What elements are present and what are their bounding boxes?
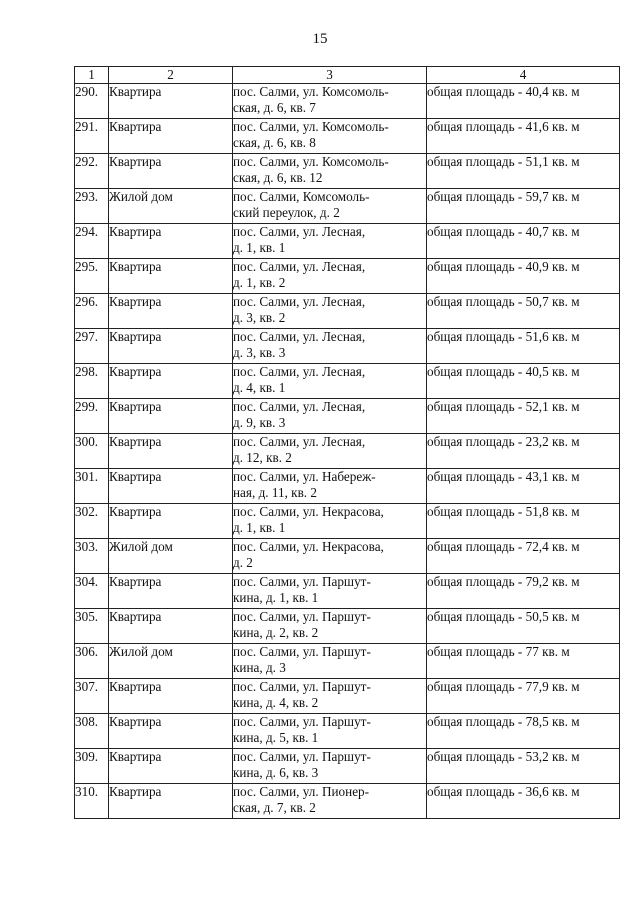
address-line-1: пос. Салми, ул. Некрасова, <box>233 504 384 519</box>
row-number <box>75 714 109 749</box>
object-type-text: Квартира <box>109 294 162 309</box>
object-type <box>109 329 233 364</box>
object-type <box>109 399 233 434</box>
table-row <box>75 294 620 329</box>
object-type-text: Квартира <box>109 784 162 799</box>
table-row <box>75 434 620 469</box>
object-type <box>109 574 233 609</box>
table-row <box>75 189 620 224</box>
address-line-1: пос. Салми, ул. Лесная, <box>233 434 366 449</box>
row-number <box>75 189 109 224</box>
row-number <box>75 609 109 644</box>
address <box>233 259 427 294</box>
object-type-text: Квартира <box>109 679 162 694</box>
object-type <box>109 259 233 294</box>
address-line-2: ский переулок, д. 2 <box>233 205 340 220</box>
address <box>233 224 427 259</box>
area-text: общая площадь - 50,5 кв. м <box>427 609 580 624</box>
area <box>427 329 620 364</box>
object-type-text: Квартира <box>109 259 162 274</box>
address <box>233 714 427 749</box>
row-number-text: 293. <box>75 189 99 204</box>
object-type-text: Квартира <box>109 329 162 344</box>
address-line-2: кина, д. 6, кв. 3 <box>233 765 319 780</box>
address-line-1: пос. Салми, ул. Лесная, <box>233 329 366 344</box>
address-line-1: пос. Салми, ул. Некрасова, <box>233 539 384 554</box>
row-number <box>75 364 109 399</box>
row-number <box>75 154 109 189</box>
area-text: общая площадь - 51,8 кв. м <box>427 504 580 519</box>
address-line-1: пос. Салми, ул. Лесная, <box>233 259 366 274</box>
header-col-4: 4 <box>427 67 620 84</box>
address-line-2: д. 3, кв. 3 <box>233 345 286 360</box>
object-type <box>109 784 233 819</box>
address <box>233 504 427 539</box>
address <box>233 609 427 644</box>
object-type-text: Квартира <box>109 749 162 764</box>
area <box>427 784 620 819</box>
table-row <box>75 259 620 294</box>
object-type-text: Жилой дом <box>109 189 173 204</box>
area <box>427 644 620 679</box>
area <box>427 119 620 154</box>
address-line-1: пос. Салми, Комсомоль- <box>233 189 370 204</box>
object-type <box>109 714 233 749</box>
property-table <box>74 66 620 819</box>
area <box>427 224 620 259</box>
row-number-text: 308. <box>75 714 99 729</box>
row-number-text: 300. <box>75 434 99 449</box>
table-row <box>75 679 620 714</box>
address-line-1: пос. Салми, ул. Пионер- <box>233 784 370 799</box>
object-type-text: Квартира <box>109 434 162 449</box>
address <box>233 434 427 469</box>
area-text: общая площадь - 78,5 кв. м <box>427 714 580 729</box>
header-row <box>75 67 620 84</box>
row-number <box>75 119 109 154</box>
area <box>427 154 620 189</box>
address-line-2: ская, д. 6, кв. 8 <box>233 135 316 150</box>
row-number-text: 309. <box>75 749 99 764</box>
area-text: общая площадь - 51,6 кв. м <box>427 329 580 344</box>
object-type <box>109 504 233 539</box>
row-number-text: 302. <box>75 504 99 519</box>
area <box>427 749 620 784</box>
row-number <box>75 469 109 504</box>
address <box>233 119 427 154</box>
area <box>427 504 620 539</box>
object-type <box>109 679 233 714</box>
row-number-text: 301. <box>75 469 99 484</box>
address <box>233 399 427 434</box>
table-row <box>75 224 620 259</box>
area-text: общая площадь - 52,1 кв. м <box>427 399 580 414</box>
address-line-1: пос. Салми, ул. Паршут- <box>233 609 371 624</box>
area <box>427 609 620 644</box>
area-text: общая площадь - 41,6 кв. м <box>427 119 580 134</box>
object-type-text: Квартира <box>109 609 162 624</box>
address-line-1: пос. Салми, ул. Лесная, <box>233 294 366 309</box>
address-line-1: пос. Салми, ул. Лесная, <box>233 224 366 239</box>
address-line-2: д. 3, кв. 2 <box>233 310 286 325</box>
object-type <box>109 119 233 154</box>
area-text: общая площадь - 43,1 кв. м <box>427 469 580 484</box>
table-row <box>75 84 620 119</box>
row-number-text: 305. <box>75 609 99 624</box>
address-line-2: ская, д. 7, кв. 2 <box>233 800 316 815</box>
table-row <box>75 784 620 819</box>
object-type-text: Жилой дом <box>109 644 173 659</box>
row-number-text: 310. <box>75 784 99 799</box>
area <box>427 714 620 749</box>
object-type-text: Квартира <box>109 84 162 99</box>
row-number <box>75 749 109 784</box>
address <box>233 539 427 574</box>
row-number <box>75 259 109 294</box>
area-text: общая площадь - 77,9 кв. м <box>427 679 580 694</box>
row-number-text: 291. <box>75 119 99 134</box>
row-number-text: 296. <box>75 294 99 309</box>
row-number <box>75 84 109 119</box>
area-text: общая площадь - 50,7 кв. м <box>427 294 580 309</box>
row-number <box>75 224 109 259</box>
address-line-2: кина, д. 2, кв. 2 <box>233 625 319 640</box>
table-row <box>75 399 620 434</box>
area-text: общая площадь - 23,2 кв. м <box>427 434 580 449</box>
row-number-text: 298. <box>75 364 99 379</box>
row-number <box>75 504 109 539</box>
address-line-2: кина, д. 4, кв. 2 <box>233 695 319 710</box>
address <box>233 189 427 224</box>
table-row <box>75 504 620 539</box>
object-type-text: Квартира <box>109 364 162 379</box>
address-line-2: д. 12, кв. 2 <box>233 450 292 465</box>
object-type <box>109 469 233 504</box>
row-number <box>75 574 109 609</box>
address <box>233 329 427 364</box>
address-line-2: д. 2 <box>233 555 253 570</box>
header-col-2: 2 <box>109 67 233 84</box>
object-type-text: Квартира <box>109 469 162 484</box>
address-line-2: кина, д. 5, кв. 1 <box>233 730 319 745</box>
area-text: общая площадь - 40,7 кв. м <box>427 224 580 239</box>
object-type <box>109 189 233 224</box>
object-type-text: Квартира <box>109 574 162 589</box>
row-number-text: 292. <box>75 154 99 169</box>
area <box>427 574 620 609</box>
table-row <box>75 609 620 644</box>
object-type <box>109 364 233 399</box>
object-type <box>109 154 233 189</box>
object-type-text: Квартира <box>109 399 162 414</box>
address-line-1: пос. Салми, ул. Набереж- <box>233 469 376 484</box>
object-type-text: Жилой дом <box>109 539 173 554</box>
address-line-1: пос. Салми, ул. Комсомоль- <box>233 84 389 99</box>
address-line-1: пос. Салми, ул. Комсомоль- <box>233 119 389 134</box>
row-number <box>75 784 109 819</box>
address-line-1: пос. Салми, ул. Паршут- <box>233 679 371 694</box>
object-type <box>109 224 233 259</box>
address-line-2: ская, д. 6, кв. 7 <box>233 100 316 115</box>
object-type <box>109 434 233 469</box>
object-type-text: Квартира <box>109 119 162 134</box>
address-line-2: ная, д. 11, кв. 2 <box>233 485 317 500</box>
row-number-text: 294. <box>75 224 99 239</box>
address-line-1: пос. Салми, ул. Лесная, <box>233 364 366 379</box>
table-row <box>75 364 620 399</box>
address <box>233 84 427 119</box>
row-number <box>75 434 109 469</box>
page-number: 15 <box>312 31 328 47</box>
header-col-1: 1 <box>75 67 109 84</box>
table-row <box>75 539 620 574</box>
address <box>233 469 427 504</box>
address <box>233 679 427 714</box>
address <box>233 784 427 819</box>
area-text: общая площадь - 53,2 кв. м <box>427 749 580 764</box>
address-line-1: пос. Салми, ул. Паршут- <box>233 714 371 729</box>
table-row <box>75 119 620 154</box>
row-number <box>75 539 109 574</box>
address-line-1: пос. Салми, ул. Паршут- <box>233 749 371 764</box>
area-text: общая площадь - 72,4 кв. м <box>427 539 580 554</box>
object-type <box>109 609 233 644</box>
header-col-3: 3 <box>233 67 427 84</box>
object-type <box>109 294 233 329</box>
address-line-2: д. 1, кв. 1 <box>233 520 286 535</box>
address-line-2: д. 9, кв. 3 <box>233 415 286 430</box>
area-text: общая площадь - 36,6 кв. м <box>427 784 580 799</box>
address-line-1: пос. Салми, ул. Паршут- <box>233 644 371 659</box>
area-text: общая площадь - 40,5 кв. м <box>427 364 580 379</box>
area <box>427 399 620 434</box>
address <box>233 364 427 399</box>
object-type-text: Квартира <box>109 224 162 239</box>
address-line-2: кина, д. 1, кв. 1 <box>233 590 319 605</box>
row-number <box>75 644 109 679</box>
object-type <box>109 644 233 679</box>
row-number-text: 307. <box>75 679 99 694</box>
address-line-1: пос. Салми, ул. Паршут- <box>233 574 371 589</box>
row-number <box>75 294 109 329</box>
address <box>233 574 427 609</box>
row-number-text: 295. <box>75 259 99 274</box>
object-type-text: Квартира <box>109 714 162 729</box>
address-line-2: ская, д. 6, кв. 12 <box>233 170 323 185</box>
table-row <box>75 469 620 504</box>
row-number <box>75 399 109 434</box>
area-text: общая площадь - 40,4 кв. м <box>427 84 580 99</box>
address-line-2: кина, д. 3 <box>233 660 286 675</box>
address-line-1: пос. Салми, ул. Лесная, <box>233 399 366 414</box>
area <box>427 364 620 399</box>
area-text: общая площадь - 59,7 кв. м <box>427 189 580 204</box>
address <box>233 644 427 679</box>
object-type <box>109 84 233 119</box>
table-row <box>75 749 620 784</box>
row-number-text: 306. <box>75 644 99 659</box>
address <box>233 749 427 784</box>
area-text: общая площадь - 51,1 кв. м <box>427 154 580 169</box>
area-text: общая площадь - 40,9 кв. м <box>427 259 580 274</box>
address <box>233 154 427 189</box>
address-line-1: пос. Салми, ул. Комсомоль- <box>233 154 389 169</box>
table-row <box>75 714 620 749</box>
object-type <box>109 539 233 574</box>
object-type-text: Квартира <box>109 154 162 169</box>
row-number-text: 290. <box>75 84 99 99</box>
row-number-text: 303. <box>75 539 99 554</box>
row-number-text: 304. <box>75 574 99 589</box>
table-row <box>75 329 620 364</box>
area <box>427 189 620 224</box>
row-number-text: 297. <box>75 329 99 344</box>
area <box>427 469 620 504</box>
area-text: общая площадь - 79,2 кв. м <box>427 574 580 589</box>
area <box>427 259 620 294</box>
row-number-text: 299. <box>75 399 99 414</box>
area <box>427 539 620 574</box>
address-line-2: д. 1, кв. 2 <box>233 275 286 290</box>
table-row <box>75 154 620 189</box>
area <box>427 434 620 469</box>
area <box>427 294 620 329</box>
object-type <box>109 749 233 784</box>
object-type-text: Квартира <box>109 504 162 519</box>
area-text: общая площадь - 77 кв. м <box>427 644 570 659</box>
address-line-2: д. 1, кв. 1 <box>233 240 286 255</box>
area <box>427 84 620 119</box>
row-number <box>75 329 109 364</box>
area <box>427 679 620 714</box>
row-number <box>75 679 109 714</box>
table-row <box>75 644 620 679</box>
address-line-2: д. 4, кв. 1 <box>233 380 286 395</box>
table-row <box>75 574 620 609</box>
address <box>233 294 427 329</box>
